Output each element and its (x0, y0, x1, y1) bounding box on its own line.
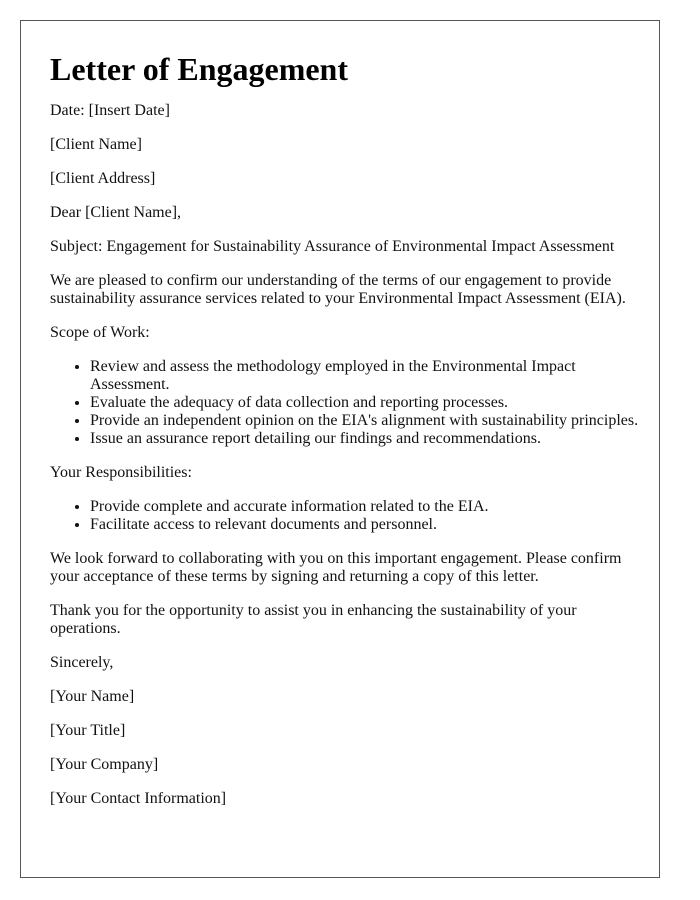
responsibility-item: • Facilitate access to relevant documents and personnel. (90, 516, 640, 534)
scope-list (50, 358, 640, 448)
responsibilities-list (50, 498, 640, 534)
signoff: Sincerely, (50, 654, 114, 671)
scope-item: • Issue an assurance report detailing our findings and recommendations. (90, 430, 640, 448)
scope-item: • Evaluate the adequacy of data collection and reporting processes. (90, 394, 640, 412)
intro-paragraph: We are pleased to confirm our understanding of the terms of our engagement to provide sustainability assurance services related to your Environmental Impact Assessment (EIA). (50, 272, 626, 307)
responsibilities-heading: Your Responsibilities: (50, 464, 192, 481)
date-line: Date: [Insert Date] (50, 102, 170, 119)
your-company: [Your Company] (50, 756, 159, 773)
scope-item: • Provide an independent opinion on the EIA's alignment with sustainability principles. (90, 412, 640, 430)
responsibility-item: • Provide complete and accurate information related to the EIA. (90, 498, 640, 516)
subject-line: Subject: Engagement for Sustainability Assurance of Environmental Impact Assessment (50, 238, 615, 255)
thanks-paragraph: Thank you for the opportunity to assist you in enhancing the sustainability of your operations. (50, 602, 577, 637)
closing-paragraph: We look forward to collaborating with you on this important engagement. Please confirm your acceptance of these terms by signing and returning a copy of this letter. (50, 550, 622, 585)
letter-body (50, 49, 640, 824)
letter-page (20, 20, 660, 878)
client-name: [Client Name] (50, 136, 142, 153)
letter-title: Letter of Engagement (50, 51, 348, 87)
your-title: [Your Title] (50, 722, 126, 739)
scope-item: • Review and assess the methodology employed in the Environmental Impact Assessment. (90, 358, 640, 394)
your-contact: [Your Contact Information] (50, 790, 227, 807)
salutation: Dear [Client Name], (50, 204, 182, 221)
your-name: [Your Name] (50, 688, 135, 705)
client-address: [Client Address] (50, 170, 156, 187)
scope-heading: Scope of Work: (50, 324, 150, 341)
